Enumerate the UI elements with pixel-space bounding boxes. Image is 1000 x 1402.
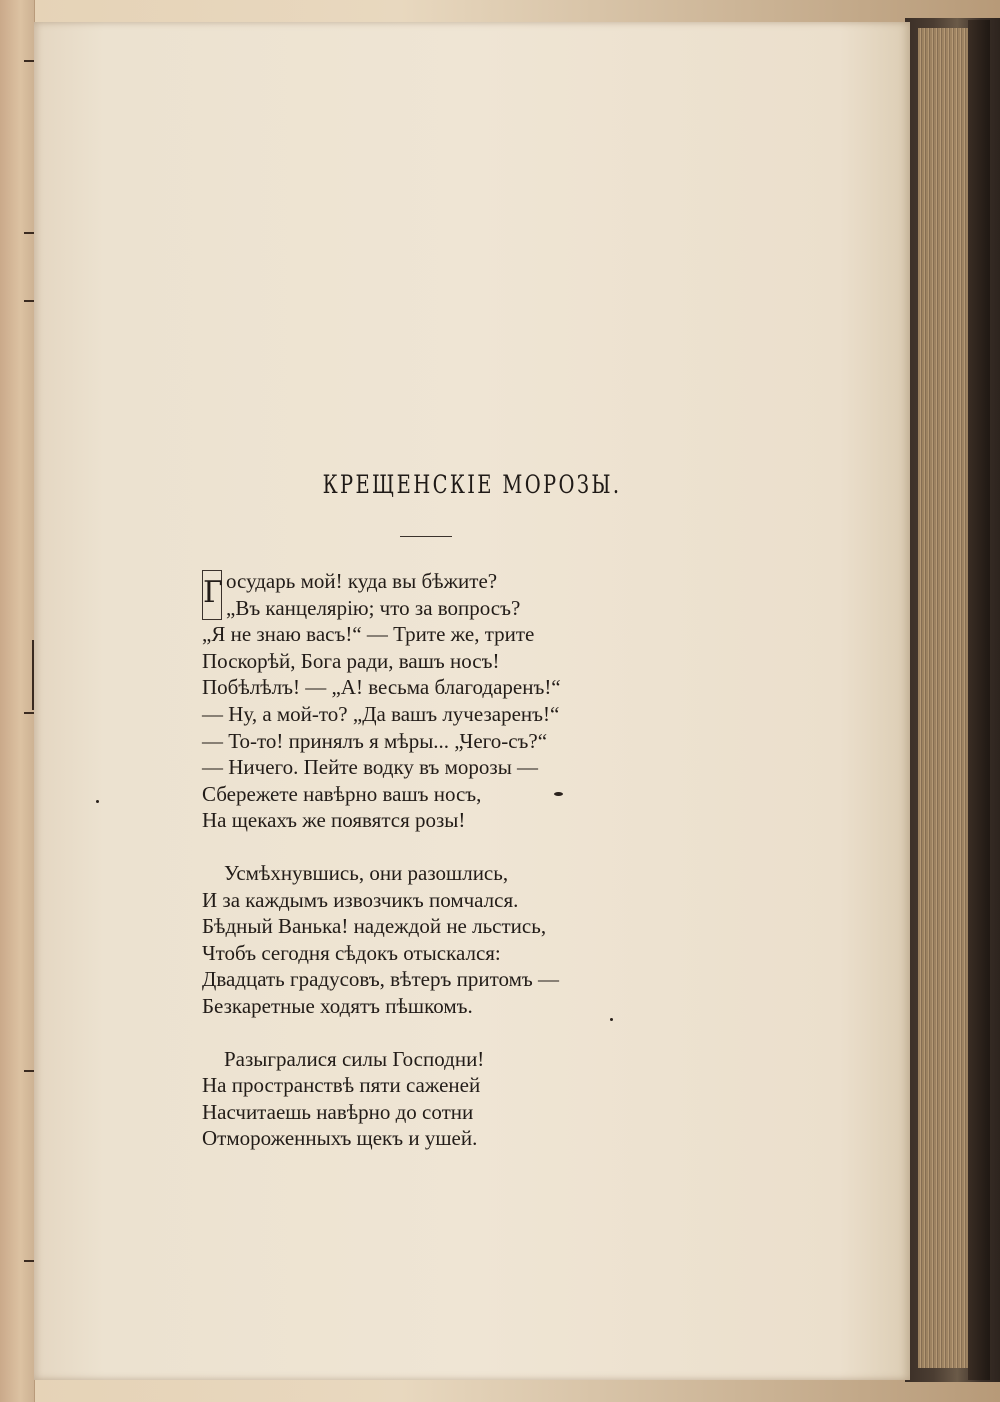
poem-line: — Ну, а мой-то? „Да вашъ лучезаренъ!“ bbox=[202, 701, 560, 726]
title-rule bbox=[400, 536, 452, 537]
poem-line: Сбережете навѣрно вашъ носъ, bbox=[202, 781, 482, 806]
binding-mark bbox=[24, 300, 34, 302]
poem-line: Поскорѣй, Бога ради, вашъ носъ! bbox=[202, 648, 500, 673]
poem-body bbox=[202, 568, 842, 1178]
poem-line: Насчитаешь навѣрно до сотни bbox=[202, 1099, 474, 1124]
poem-title: КРЕЩЕНСКIЕ МОРОЗЫ. bbox=[322, 470, 622, 499]
paper-speck bbox=[96, 800, 99, 803]
poem-line: — То-то! принялъ я мѣры... „Чего-съ?“ bbox=[202, 728, 548, 753]
stanza-3 bbox=[202, 1046, 842, 1152]
poem-line: Двадцать градусовъ, вѣтеръ притомъ — bbox=[202, 967, 559, 992]
stanza-2 bbox=[202, 860, 842, 1020]
poem-line: Усмѣхнувшись, они разошлись, bbox=[224, 860, 509, 885]
poem-line: Чтобъ сегодня сѣдокъ отыскался: bbox=[202, 940, 501, 965]
binding-mark bbox=[24, 60, 34, 62]
poem-line: „Въ канцелярiю; что за вопросъ? bbox=[226, 595, 521, 620]
poem-line: — Ничего. Пейте водку въ морозы — bbox=[202, 755, 539, 780]
binding-mark bbox=[24, 1260, 34, 1262]
poem-line: Бѣдный Ванька! надеждой не льстись, bbox=[202, 914, 547, 939]
ink-speck bbox=[554, 792, 563, 796]
poem-line: Безкаретные ходятъ пѣшкомъ. bbox=[202, 993, 473, 1018]
poem-line: „Я не знаю васъ!“ — Трите же, трите bbox=[202, 622, 535, 647]
binding-mark bbox=[24, 1070, 34, 1072]
poem-line: осударь мой! куда вы бѣжите? bbox=[226, 569, 498, 593]
poem-line: Побѣлѣлъ! — „А! весьма благодаренъ!“ bbox=[202, 675, 561, 700]
poem-line: На пространствѣ пяти саженей bbox=[202, 1073, 481, 1098]
binding-mark bbox=[24, 232, 34, 234]
book-page bbox=[34, 22, 910, 1380]
stanza-1 bbox=[202, 568, 842, 834]
drop-cap: Г bbox=[202, 570, 222, 620]
poem-line: И за каждымъ извозчикъ помчался. bbox=[202, 887, 519, 912]
left-page-edge bbox=[0, 0, 35, 1402]
cover-board bbox=[968, 20, 990, 1380]
page-stack-edge bbox=[918, 28, 968, 1368]
poem-line: Отмороженныхъ щекъ и ушей. bbox=[202, 1126, 478, 1151]
poem-line: На щекахъ же появятся розы! bbox=[202, 808, 466, 833]
paper-speck bbox=[610, 1018, 613, 1021]
binding-mark bbox=[24, 712, 34, 714]
poem-line: Разыгралися силы Господни! bbox=[224, 1046, 485, 1071]
